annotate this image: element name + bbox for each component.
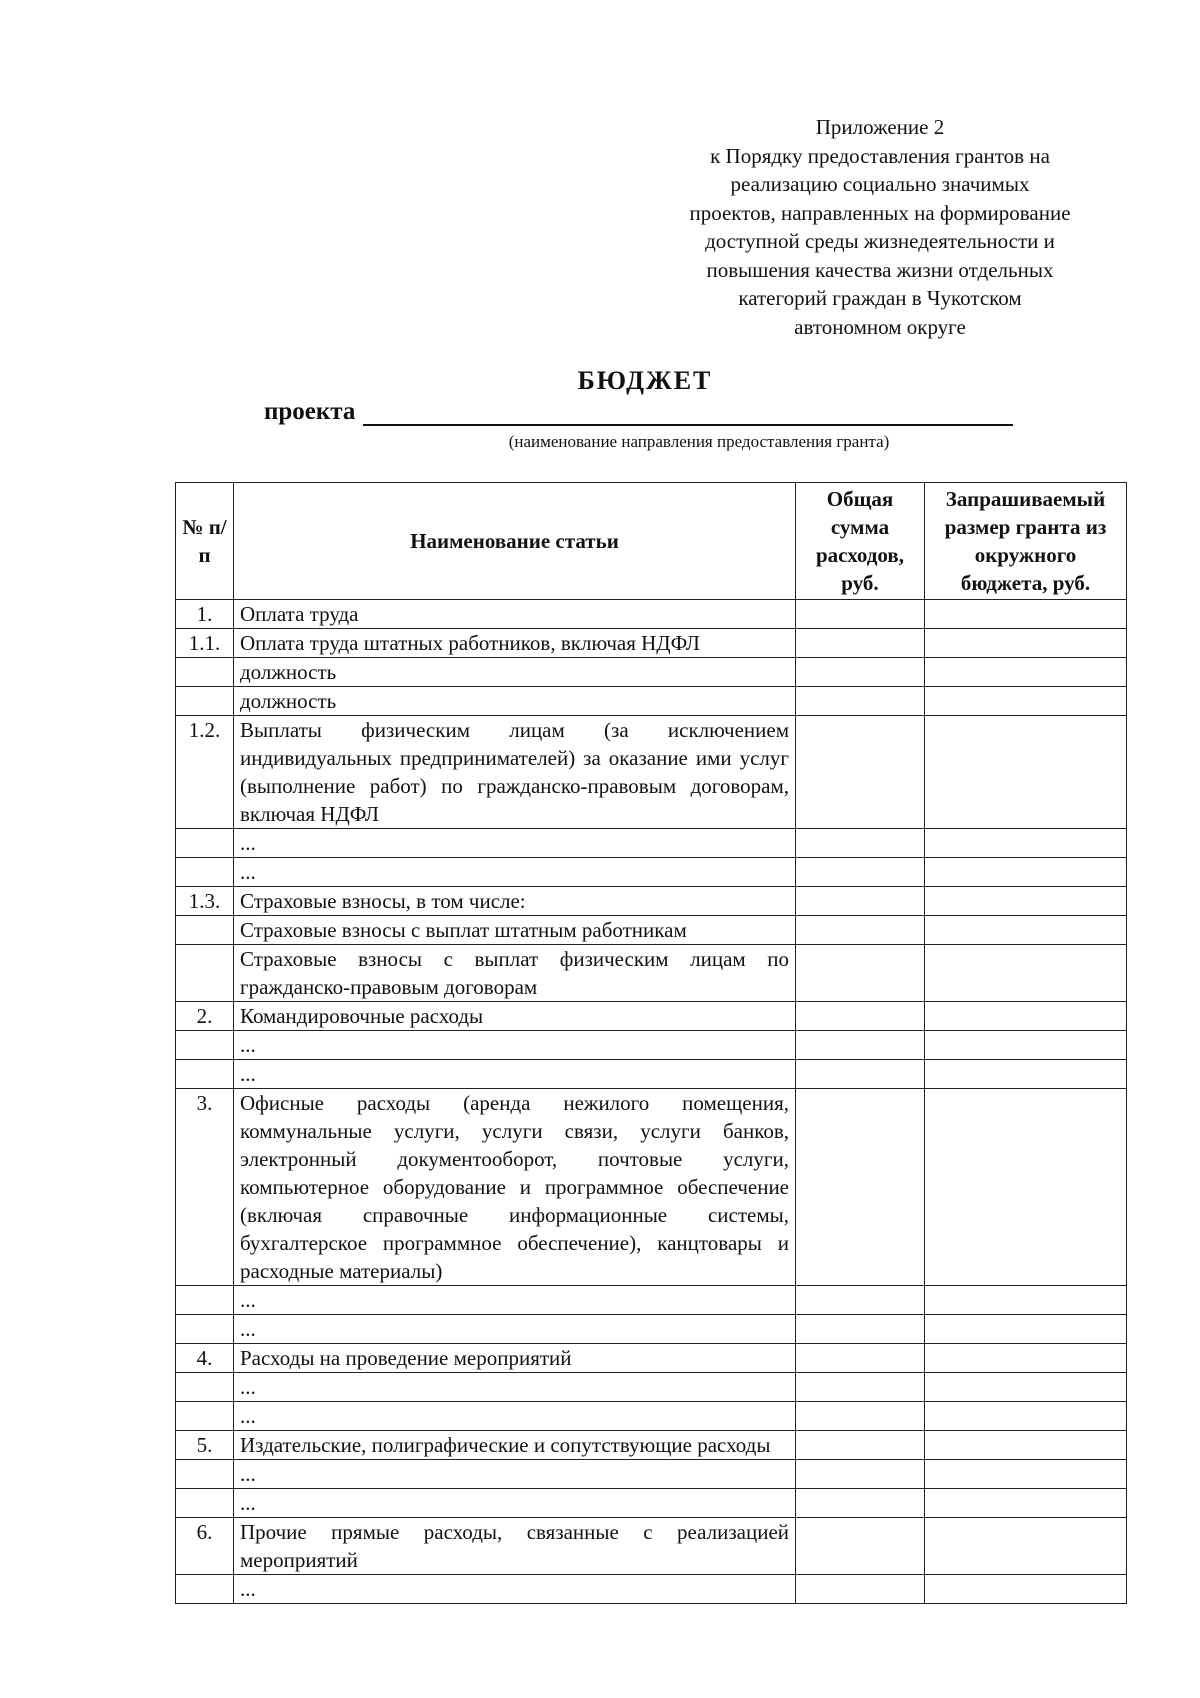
- row-grant-amount-cell[interactable]: [925, 829, 1127, 858]
- table-row: [176, 1089, 1127, 1286]
- appendix-line: повышения качества жизни отдельных: [706, 257, 1054, 282]
- row-number: [176, 1575, 234, 1604]
- row-number: [176, 1402, 234, 1431]
- row-total-amount-cell[interactable]: [796, 1402, 925, 1431]
- row-number: 1.2.: [176, 716, 234, 829]
- row-grant-amount-cell[interactable]: [925, 1460, 1127, 1489]
- row-item-name: ...: [234, 1489, 796, 1518]
- row-number: [176, 1460, 234, 1489]
- row-grant-amount-cell[interactable]: [925, 1518, 1127, 1575]
- document-title: БЮДЖЕТ: [577, 366, 713, 395]
- row-number: 5.: [176, 1431, 234, 1460]
- appendix-line: Приложение 2: [815, 115, 945, 139]
- row-total-amount-cell[interactable]: [796, 1460, 925, 1489]
- table-header-row: [176, 483, 1127, 600]
- row-number: [176, 1373, 234, 1402]
- row-item-name: ...: [234, 1286, 796, 1315]
- row-grant-amount-cell[interactable]: [925, 858, 1127, 887]
- row-total-amount-cell[interactable]: [796, 1431, 925, 1460]
- row-item-name: ...: [234, 1060, 796, 1089]
- row-grant-amount-cell[interactable]: [925, 716, 1127, 829]
- row-number: [176, 1031, 234, 1060]
- row-item-name: ...: [234, 1031, 796, 1060]
- row-grant-amount-cell[interactable]: [925, 629, 1127, 658]
- table-row: [176, 1002, 1127, 1031]
- row-item-name: Страховые взносы, в том числе:: [234, 887, 796, 916]
- project-name-blank: [363, 398, 1013, 426]
- row-grant-amount-cell[interactable]: [925, 658, 1127, 687]
- project-line: [264, 398, 1013, 426]
- row-grant-amount-cell[interactable]: [925, 687, 1127, 716]
- row-item-name: Страховые взносы с выплат физическим лицам по гражданско-правовым договорам: [234, 945, 796, 1002]
- appendix-line: проектов, направленных на формирование: [689, 200, 1071, 225]
- row-grant-amount-cell[interactable]: [925, 1489, 1127, 1518]
- table-row: [176, 687, 1127, 716]
- header-num: № п/п: [176, 483, 234, 600]
- row-item-name: ...: [234, 858, 796, 887]
- table-row: [176, 658, 1127, 687]
- row-grant-amount-cell[interactable]: [925, 1373, 1127, 1402]
- row-number: [176, 858, 234, 887]
- project-caption: (наименование направления предоставления гранта): [508, 432, 890, 451]
- row-number: [176, 1060, 234, 1089]
- table-row: [176, 1431, 1127, 1460]
- row-item-name: Прочие прямые расходы, связанные с реализацией мероприятий: [234, 1518, 796, 1575]
- row-number: 4.: [176, 1344, 234, 1373]
- row-item-name: ...: [234, 1373, 796, 1402]
- table-row: [176, 1489, 1127, 1518]
- row-number: [176, 658, 234, 687]
- row-total-amount-cell[interactable]: [796, 629, 925, 658]
- row-grant-amount-cell[interactable]: [925, 1344, 1127, 1373]
- table-row: [176, 1518, 1127, 1575]
- header-name: Наименование статьи: [234, 483, 796, 600]
- row-item-name: ...: [234, 829, 796, 858]
- row-item-name: Оплата труда штатных работников, включая НДФЛ: [234, 629, 796, 658]
- table-row: [176, 1031, 1127, 1060]
- appendix-line: категорий граждан в Чукотском: [738, 286, 1022, 310]
- row-grant-amount-cell[interactable]: [925, 1315, 1127, 1344]
- table-row: [176, 945, 1127, 1002]
- row-total-amount-cell[interactable]: [796, 1518, 925, 1575]
- row-number: 1.: [176, 600, 234, 629]
- row-item-name: ...: [234, 1460, 796, 1489]
- row-item-name: ...: [234, 1402, 796, 1431]
- row-item-name: Командировочные расходы: [234, 1002, 796, 1031]
- row-number: [176, 916, 234, 945]
- table-row: [176, 1060, 1127, 1089]
- appendix-line: реализацию социально значимых: [730, 172, 1030, 196]
- table-row: [176, 629, 1127, 658]
- header-total: Общая сумма расходов, руб.: [796, 483, 925, 600]
- row-total-amount-cell[interactable]: [796, 1315, 925, 1344]
- row-total-amount-cell[interactable]: [796, 1002, 925, 1031]
- row-total-amount-cell[interactable]: [796, 1373, 925, 1402]
- row-number: [176, 829, 234, 858]
- appendix-line: доступной среды жизнедеятельности и: [705, 229, 1055, 253]
- row-item-name: ...: [234, 1315, 796, 1344]
- header-grant: Запрашиваемый размер гранта из окружного бюджета, руб.: [925, 483, 1127, 600]
- row-total-amount-cell[interactable]: [796, 716, 925, 829]
- appendix-header: [660, 113, 1100, 341]
- appendix-line: к Порядку предоставления грантов на: [710, 143, 1050, 168]
- row-total-amount-cell[interactable]: [796, 829, 925, 858]
- row-grant-amount-cell[interactable]: [925, 600, 1127, 629]
- table-row: [176, 716, 1127, 829]
- row-total-amount-cell[interactable]: [796, 1060, 925, 1089]
- row-item-name: ...: [234, 1575, 796, 1604]
- row-item-name: Оплата труда: [234, 600, 796, 629]
- row-grant-amount-cell[interactable]: [925, 1031, 1127, 1060]
- table-row: [176, 1575, 1127, 1604]
- row-number: [176, 945, 234, 1002]
- row-number: [176, 1286, 234, 1315]
- row-item-name: Издательские, полиграфические и сопутствующие расходы: [234, 1431, 796, 1460]
- row-grant-amount-cell[interactable]: [925, 1002, 1127, 1031]
- table-row: [176, 916, 1127, 945]
- table-row: [176, 1286, 1127, 1315]
- row-total-amount-cell[interactable]: [796, 658, 925, 687]
- row-item-name: должность: [234, 658, 796, 687]
- row-total-amount-cell[interactable]: [796, 1286, 925, 1315]
- table-row: [176, 858, 1127, 887]
- row-grant-amount-cell[interactable]: [925, 1575, 1127, 1604]
- budget-table: [175, 482, 1127, 1604]
- row-grant-amount-cell[interactable]: [925, 1286, 1127, 1315]
- row-total-amount-cell[interactable]: [796, 687, 925, 716]
- row-total-amount-cell[interactable]: [796, 858, 925, 887]
- row-number: 1.3.: [176, 887, 234, 916]
- row-total-amount-cell[interactable]: [796, 1344, 925, 1373]
- row-total-amount-cell[interactable]: [796, 1089, 925, 1286]
- appendix-line: автономном округе: [794, 314, 966, 339]
- row-item-name: Расходы на проведение мероприятий: [234, 1344, 796, 1373]
- row-number: 3.: [176, 1089, 234, 1286]
- row-total-amount-cell[interactable]: [796, 1489, 925, 1518]
- row-number: [176, 687, 234, 716]
- row-total-amount-cell[interactable]: [796, 916, 925, 945]
- table-row: [176, 1315, 1127, 1344]
- table-row: [176, 1402, 1127, 1431]
- row-grant-amount-cell[interactable]: [925, 1060, 1127, 1089]
- row-grant-amount-cell[interactable]: [925, 916, 1127, 945]
- row-number: 6.: [176, 1518, 234, 1575]
- row-total-amount-cell[interactable]: [796, 1575, 925, 1604]
- table-row: [176, 600, 1127, 629]
- row-grant-amount-cell[interactable]: [925, 1402, 1127, 1431]
- row-number: 1.1.: [176, 629, 234, 658]
- project-label: проекта: [264, 398, 356, 425]
- table-row: [176, 829, 1127, 858]
- row-grant-amount-cell[interactable]: [925, 1089, 1127, 1286]
- row-item-name: Страховые взносы с выплат штатным работникам: [234, 916, 796, 945]
- row-item-name: должность: [234, 687, 796, 716]
- row-total-amount-cell[interactable]: [796, 1031, 925, 1060]
- row-number: [176, 1315, 234, 1344]
- row-grant-amount-cell[interactable]: [925, 887, 1127, 916]
- table-row: [176, 1373, 1127, 1402]
- table-body: [176, 600, 1127, 1604]
- row-item-name: Офисные расходы (аренда нежилого помещения, коммунальные услуги, услуги связи, услуги банков, электронный документооборот, почтовые услуги, компьютерное оборудование и программное обеспечение (включая справочные информационные системы, бухгалтерское программное обеспечение), канцтовары и расходные материалы): [234, 1089, 796, 1286]
- row-total-amount-cell[interactable]: [796, 945, 925, 1002]
- table-row: [176, 1344, 1127, 1373]
- table-row: [176, 1460, 1127, 1489]
- table-row: [176, 887, 1127, 916]
- row-total-amount-cell[interactable]: [796, 600, 925, 629]
- row-grant-amount-cell[interactable]: [925, 945, 1127, 1002]
- row-number: 2.: [176, 1002, 234, 1031]
- row-number: [176, 1489, 234, 1518]
- row-item-name: Выплаты физическим лицам (за исключением индивидуальных предпринимателей) за оказание ими услуг (выполнение работ) по гражданско-правовым договорам, включая НДФЛ: [234, 716, 796, 829]
- row-grant-amount-cell[interactable]: [925, 1431, 1127, 1460]
- row-total-amount-cell[interactable]: [796, 887, 925, 916]
